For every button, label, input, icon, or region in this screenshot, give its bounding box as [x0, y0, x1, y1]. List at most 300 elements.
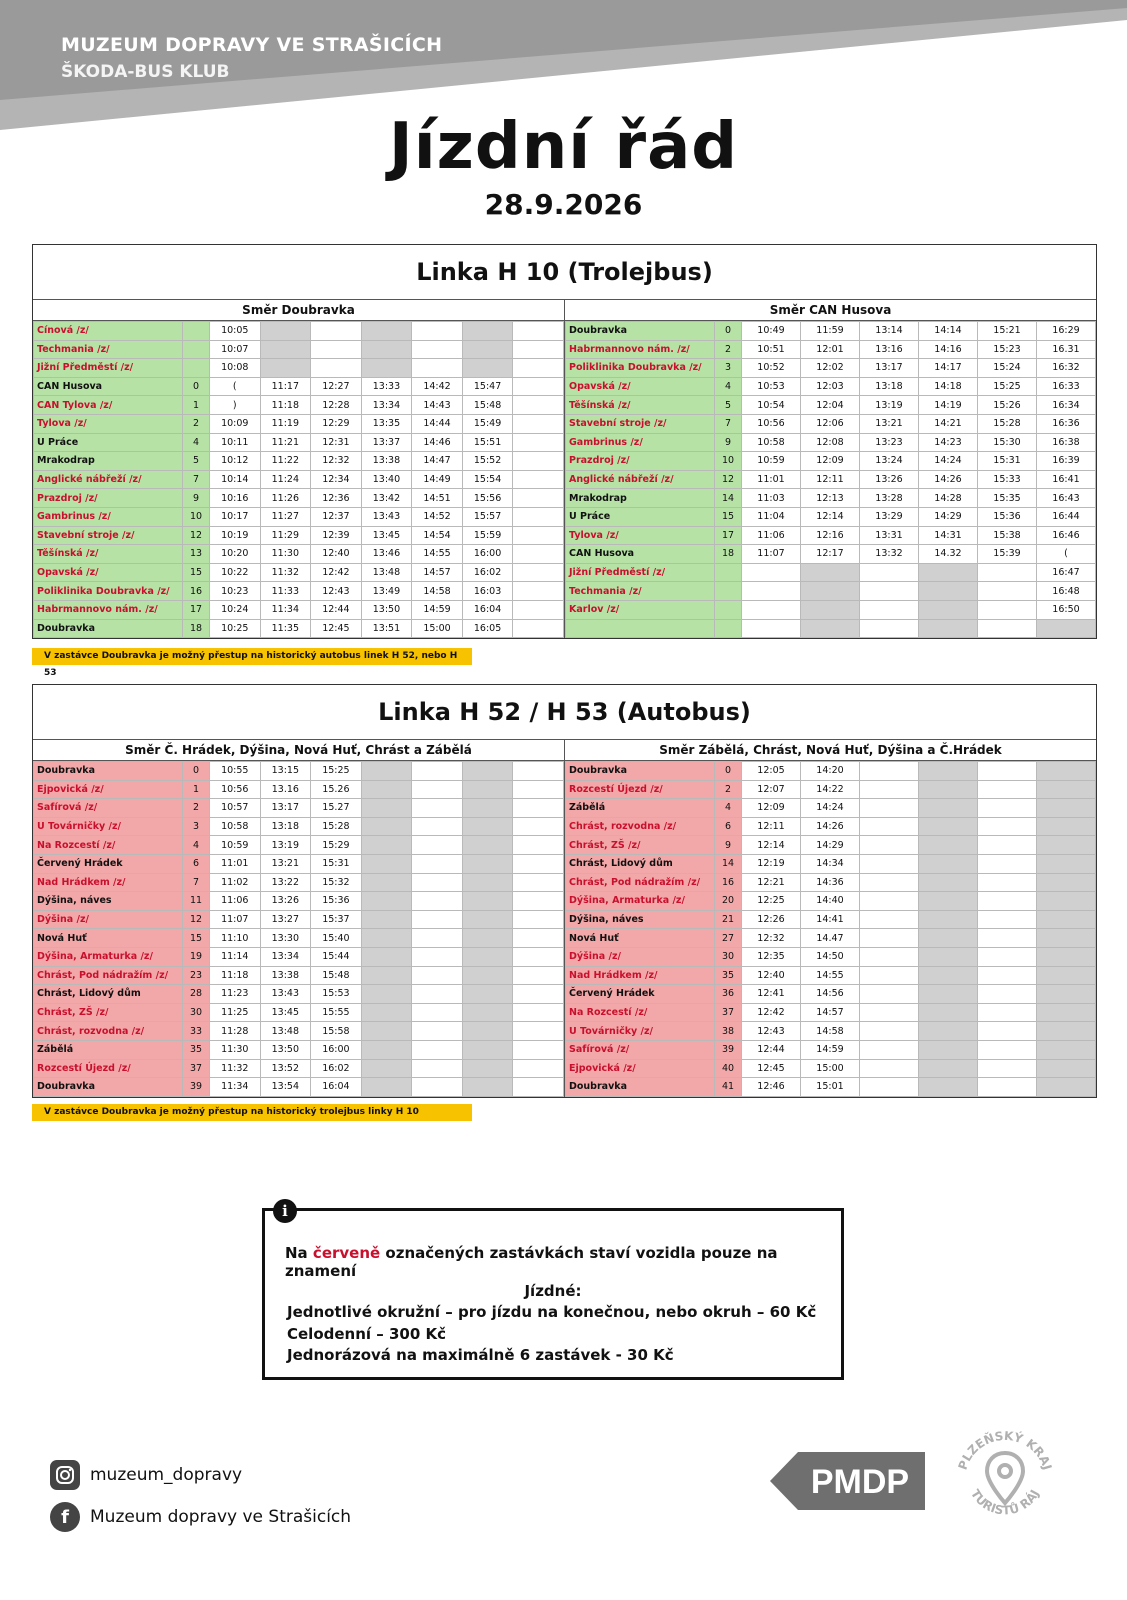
departure-time: 16:04: [311, 1078, 362, 1097]
departure-time: 15:01: [801, 1078, 860, 1097]
table-row: [34, 359, 564, 378]
stop-km: 0: [715, 762, 742, 781]
departure-time: 11:30: [210, 1040, 261, 1059]
departure-time: [1037, 1059, 1096, 1078]
departure-time: [412, 1003, 463, 1022]
timetable-table: [565, 321, 1096, 638]
table-row: [34, 545, 564, 564]
departure-time: [513, 854, 564, 873]
departure-time: 10:23: [210, 582, 261, 601]
stop-name: Dýšina /z/: [566, 947, 715, 966]
departure-time: [919, 762, 978, 781]
departure-time: 14.47: [801, 929, 860, 948]
departure-time: [978, 582, 1037, 601]
stop-name: Nad Hrádkem /z/: [34, 873, 183, 892]
table-row: [566, 873, 1096, 892]
instagram-link[interactable]: [50, 1460, 242, 1490]
stop-name: Poliklinika Doubravka /z/: [34, 582, 183, 601]
departure-time: 11:29: [260, 526, 311, 545]
stop-name: Stavební stroje /z/: [34, 526, 183, 545]
departure-time: [978, 985, 1037, 1004]
departure-time: 10:08: [210, 359, 261, 378]
table-row: [566, 582, 1096, 601]
departure-time: [1037, 1078, 1096, 1097]
departure-time: 15:00: [412, 619, 463, 638]
stop-km: 35: [715, 966, 742, 985]
info-box: [262, 1202, 844, 1380]
departure-time: (: [1037, 545, 1096, 564]
departure-time: [361, 910, 412, 929]
departure-time: 15:47: [462, 377, 513, 396]
request-stop-message: [285, 1244, 841, 1280]
departure-time: 15:59: [462, 526, 513, 545]
stop-name: Nová Huť: [566, 929, 715, 948]
departure-time: 16:38: [1037, 433, 1096, 452]
departure-time: [513, 619, 564, 638]
departure-time: 11:17: [260, 377, 311, 396]
departure-time: 15:25: [311, 762, 362, 781]
departure-time: 16:46: [1037, 526, 1096, 545]
departure-time: 12:05: [742, 762, 801, 781]
departure-time: 13:31: [860, 526, 919, 545]
departure-time: 13:52: [260, 1059, 311, 1078]
departure-time: 13:50: [361, 600, 412, 619]
stop-km: 12: [715, 470, 742, 489]
stop-name: Doubravka: [34, 619, 183, 638]
departure-time: 15:25: [978, 377, 1037, 396]
departure-time: [462, 1040, 513, 1059]
departure-time: 12:14: [742, 836, 801, 855]
departure-time: 15:56: [462, 489, 513, 508]
table-row: [566, 817, 1096, 836]
departure-time: [919, 799, 978, 818]
departure-time: [742, 563, 801, 582]
departure-time: 14:16: [919, 340, 978, 359]
info-icon: i: [273, 1199, 297, 1223]
departure-time: 12:46: [742, 1078, 801, 1097]
table-row: [566, 985, 1096, 1004]
departure-time: [919, 966, 978, 985]
departure-time: [513, 873, 564, 892]
departure-time: [462, 799, 513, 818]
stop-name: Těšínská /z/: [34, 545, 183, 564]
departure-time: [978, 600, 1037, 619]
table-row: [566, 799, 1096, 818]
departure-time: 15:48: [462, 396, 513, 415]
stop-name: Karlov /z/: [566, 600, 715, 619]
departure-time: 11:04: [742, 507, 801, 526]
departure-time: 12:14: [801, 507, 860, 526]
table-row: [566, 1040, 1096, 1059]
departure-time: 14:57: [801, 1003, 860, 1022]
departure-time: 12:45: [742, 1059, 801, 1078]
departure-time: [801, 563, 860, 582]
departure-time: 15:52: [462, 452, 513, 471]
departure-time: 13:24: [860, 452, 919, 471]
departure-time: [860, 600, 919, 619]
departure-time: [801, 619, 860, 638]
departure-time: [513, 414, 564, 433]
stop-name: Jižní Předměstí /z/: [34, 359, 183, 378]
page-title: Jízdní řád: [388, 110, 739, 184]
table-row: [34, 966, 564, 985]
departure-time: 16:00: [462, 545, 513, 564]
departure-time: [361, 929, 412, 948]
stop-km: [715, 582, 742, 601]
departure-time: 13:54: [260, 1078, 311, 1097]
stop-name: Doubravka: [34, 762, 183, 781]
departure-time: 11:21: [260, 433, 311, 452]
departure-time: [462, 762, 513, 781]
stop-name: Doubravka: [566, 322, 715, 341]
stop-km: 0: [183, 377, 210, 396]
stop-km: 5: [183, 452, 210, 471]
direction-can-husova: [564, 300, 1096, 638]
departure-time: 10:55: [210, 762, 261, 781]
departure-time: 11:18: [210, 966, 261, 985]
departure-time: 13:27: [260, 910, 311, 929]
departure-time: [1037, 910, 1096, 929]
stop-name: Anglické nábřeží /z/: [566, 470, 715, 489]
departure-time: [513, 526, 564, 545]
departure-time: [412, 910, 463, 929]
table-row: [34, 600, 564, 619]
stop-name: Chrást, rozvodna /z/: [566, 817, 715, 836]
departure-time: [978, 873, 1037, 892]
stop-km: 4: [183, 433, 210, 452]
stop-name: Doubravka: [34, 1078, 183, 1097]
stop-name: Chrást, Pod nádražím /z/: [34, 966, 183, 985]
stop-km: 21: [715, 910, 742, 929]
departure-time: 14:22: [801, 780, 860, 799]
departure-time: 14:29: [801, 836, 860, 855]
departure-time: [919, 836, 978, 855]
stop-name: Doubravka: [566, 762, 715, 781]
departure-time: 10:22: [210, 563, 261, 582]
departure-time: [1037, 873, 1096, 892]
departure-time: [361, 854, 412, 873]
departure-time: [513, 966, 564, 985]
departure-time: 14:14: [919, 322, 978, 341]
departure-time: 11:22: [260, 452, 311, 471]
departure-time: 13:30: [260, 929, 311, 948]
departure-time: 10:54: [742, 396, 801, 415]
departure-time: 14:42: [412, 377, 463, 396]
timetable-table: [33, 761, 564, 1097]
departure-time: 16:41: [1037, 470, 1096, 489]
departure-time: [1037, 1040, 1096, 1059]
svg-text:PMDP: PMDP: [810, 1463, 910, 1501]
departure-time: [311, 322, 362, 341]
table-row: [34, 929, 564, 948]
departure-time: [513, 1003, 564, 1022]
departure-time: 14:44: [412, 414, 463, 433]
departure-time: 15.26: [311, 780, 362, 799]
departure-time: 10:19: [210, 526, 261, 545]
departure-time: [919, 910, 978, 929]
departure-time: 14:28: [919, 489, 978, 508]
direction-hradek-zabela: [33, 740, 564, 1097]
departure-time: 11:34: [210, 1078, 261, 1097]
facebook-icon: f: [50, 1502, 80, 1532]
departure-time: 15:24: [978, 359, 1037, 378]
stop-name: Mrakodrap: [34, 452, 183, 471]
table-row: [566, 452, 1096, 471]
departure-time: 11:26: [260, 489, 311, 508]
departure-time: 15:00: [801, 1059, 860, 1078]
departure-time: 10:20: [210, 545, 261, 564]
departure-time: [978, 762, 1037, 781]
stop-km: 14: [715, 854, 742, 873]
departure-time: [1037, 929, 1096, 948]
table-row: [34, 799, 564, 818]
departure-time: 14:26: [919, 470, 978, 489]
departure-time: 15:39: [978, 545, 1037, 564]
stop-name: Chrást, ZŠ /z/: [566, 836, 715, 855]
svg-text:PLZEŇSKÝ KRAJ: PLZEŇSKÝ KRAJ: [955, 1428, 1055, 1472]
departure-time: 13:32: [860, 545, 919, 564]
departure-time: 12:36: [311, 489, 362, 508]
departure-time: [1037, 854, 1096, 873]
stop-name: Dýšina, Armaturka /z/: [34, 947, 183, 966]
departure-time: 10:14: [210, 470, 261, 489]
stop-name: Dýšina, náves: [566, 910, 715, 929]
stop-name: Mrakodrap: [566, 489, 715, 508]
departure-time: [412, 1022, 463, 1041]
departure-time: [462, 359, 513, 378]
stop-name: Prazdroj /z/: [34, 489, 183, 508]
departure-time: 12:26: [742, 910, 801, 929]
departure-time: 12:27: [311, 377, 362, 396]
departure-time: 12:02: [801, 359, 860, 378]
departure-time: 11:19: [260, 414, 311, 433]
stop-km: 9: [715, 836, 742, 855]
departure-time: [462, 817, 513, 836]
table-row: [566, 854, 1096, 873]
stop-name: [566, 619, 715, 638]
departure-time: [412, 780, 463, 799]
stop-km: 12: [183, 526, 210, 545]
departure-time: 13:42: [361, 489, 412, 508]
departure-time: [462, 1059, 513, 1078]
facebook-page: Muzeum dopravy ve Strašicích: [90, 1507, 352, 1527]
departure-time: [513, 322, 564, 341]
departure-time: 13:21: [860, 414, 919, 433]
stop-name: Červený Hrádek: [34, 854, 183, 873]
departure-time: 12:37: [311, 507, 362, 526]
direction-label: Směr Doubravka: [33, 300, 564, 321]
departure-time: 14:55: [412, 545, 463, 564]
departure-time: 16:43: [1037, 489, 1096, 508]
departure-time: [361, 985, 412, 1004]
departure-time: 12:09: [801, 452, 860, 471]
table-row: [566, 340, 1096, 359]
departure-time: 11:01: [210, 854, 261, 873]
departure-time: 16:33: [1037, 377, 1096, 396]
departure-time: ): [210, 396, 261, 415]
timetable-table: [33, 321, 564, 638]
departure-time: 15:38: [978, 526, 1037, 545]
departure-time: 14:50: [801, 947, 860, 966]
departure-time: [860, 947, 919, 966]
departure-time: [412, 799, 463, 818]
departure-time: [919, 1003, 978, 1022]
departure-time: 14:58: [801, 1022, 860, 1041]
departure-time: 10:53: [742, 377, 801, 396]
departure-time: [412, 340, 463, 359]
table-row: [566, 1078, 1096, 1097]
departure-time: [919, 600, 978, 619]
departure-time: 11:18: [260, 396, 311, 415]
departure-time: [513, 1022, 564, 1041]
direction-label: Směr CAN Husova: [565, 300, 1096, 321]
stop-km: 11: [183, 892, 210, 911]
departure-time: [1037, 947, 1096, 966]
departure-time: [919, 817, 978, 836]
fare-item: Jednotlivé okružní – pro jízdu na konečnou, nebo okruh – 60 Kč: [287, 1303, 817, 1321]
departure-time: 10:16: [210, 489, 261, 508]
departure-time: [1037, 762, 1096, 781]
departure-time: [462, 1078, 513, 1097]
departure-time: 13:26: [260, 892, 311, 911]
stop-km: 5: [715, 396, 742, 415]
stop-km: 37: [183, 1059, 210, 1078]
stop-name: Habrmannovo nám. /z/: [34, 600, 183, 619]
departure-time: [978, 1078, 1037, 1097]
departure-time: [978, 966, 1037, 985]
stop-km: [183, 340, 210, 359]
stop-km: 16: [183, 582, 210, 601]
departure-time: [513, 563, 564, 582]
departure-time: [860, 1022, 919, 1041]
table-row: [566, 1003, 1096, 1022]
stop-name: Na Rozcestí /z/: [34, 836, 183, 855]
table-row: [566, 563, 1096, 582]
departure-time: 11:28: [210, 1022, 261, 1041]
departure-time: [513, 929, 564, 948]
facebook-link[interactable]: [50, 1502, 351, 1532]
table-row: [566, 966, 1096, 985]
departure-time: 14:18: [919, 377, 978, 396]
departure-time: 13:50: [260, 1040, 311, 1059]
departure-time: [513, 799, 564, 818]
departure-time: [1037, 836, 1096, 855]
departure-time: [1037, 966, 1096, 985]
stop-km: 36: [715, 985, 742, 1004]
departure-time: 14:20: [801, 762, 860, 781]
departure-time: [860, 799, 919, 818]
departure-time: 15:29: [311, 836, 362, 855]
departure-time: [978, 892, 1037, 911]
table-row: [34, 1040, 564, 1059]
stop-km: 10: [715, 452, 742, 471]
departure-time: [860, 619, 919, 638]
stop-name: Chrást, Lidový dům: [34, 985, 183, 1004]
departure-time: [860, 1003, 919, 1022]
departure-time: 11:32: [210, 1059, 261, 1078]
departure-time: 12:28: [311, 396, 362, 415]
departure-time: [513, 947, 564, 966]
stop-km: 4: [715, 799, 742, 818]
departure-time: [361, 966, 412, 985]
table-row: [34, 396, 564, 415]
departure-time: 10:17: [210, 507, 261, 526]
departure-time: [513, 762, 564, 781]
departure-time: [462, 1022, 513, 1041]
departure-time: [919, 582, 978, 601]
stop-km: 30: [183, 1003, 210, 1022]
departure-time: [462, 873, 513, 892]
table-row: [566, 377, 1096, 396]
departure-time: [361, 340, 412, 359]
departure-time: [860, 762, 919, 781]
stop-km: 39: [715, 1040, 742, 1059]
svg-text:TURISTŮ RÁJ: TURISTŮ RÁJ: [967, 1487, 1043, 1518]
message-prefix: Na: [285, 1244, 308, 1262]
departure-time: 13:17: [260, 799, 311, 818]
departure-time: 14:52: [412, 507, 463, 526]
table-row: [566, 947, 1096, 966]
fares-heading: Jízdné:: [524, 1282, 582, 1300]
timetable-table: [565, 761, 1096, 1097]
departure-time: 16:32: [1037, 359, 1096, 378]
departure-time: 11:25: [210, 1003, 261, 1022]
departure-time: 10:25: [210, 619, 261, 638]
departure-time: 16:04: [462, 600, 513, 619]
departure-time: 15:37: [311, 910, 362, 929]
departure-time: 16:02: [462, 563, 513, 582]
departure-time: 13:45: [361, 526, 412, 545]
departure-time: 15:32: [311, 873, 362, 892]
departure-time: [801, 600, 860, 619]
table-row: [34, 433, 564, 452]
stop-km: 6: [183, 854, 210, 873]
departure-time: [462, 322, 513, 341]
departure-time: [513, 600, 564, 619]
departure-time: 12:45: [311, 619, 362, 638]
departure-time: [513, 780, 564, 799]
departure-time: 13:45: [260, 1003, 311, 1022]
table-row: [34, 507, 564, 526]
club-name: ŠKODA-BUS KLUB: [61, 62, 230, 82]
departure-time: (: [210, 377, 261, 396]
stop-km: 20: [715, 892, 742, 911]
stop-km: [183, 359, 210, 378]
table-row: [566, 322, 1096, 341]
departure-time: 14:17: [919, 359, 978, 378]
departure-time: [978, 929, 1037, 948]
departure-time: [513, 910, 564, 929]
departure-time: 11:34: [260, 600, 311, 619]
table-row: [34, 452, 564, 471]
departure-time: 13:18: [860, 377, 919, 396]
table-row: [34, 836, 564, 855]
departure-time: 16:39: [1037, 452, 1096, 471]
stop-name: Habrmannovo nám. /z/: [566, 340, 715, 359]
departure-time: [412, 854, 463, 873]
departure-time: [919, 1059, 978, 1078]
departure-time: 12:32: [742, 929, 801, 948]
departure-time: 13:35: [361, 414, 412, 433]
departure-time: 15:36: [311, 892, 362, 911]
stop-km: 2: [715, 780, 742, 799]
departure-time: 14:57: [412, 563, 463, 582]
stop-name: Prazdroj /z/: [566, 452, 715, 471]
departure-time: [412, 873, 463, 892]
departure-time: 15:53: [311, 985, 362, 1004]
departure-time: [860, 836, 919, 855]
departure-time: 13:28: [860, 489, 919, 508]
